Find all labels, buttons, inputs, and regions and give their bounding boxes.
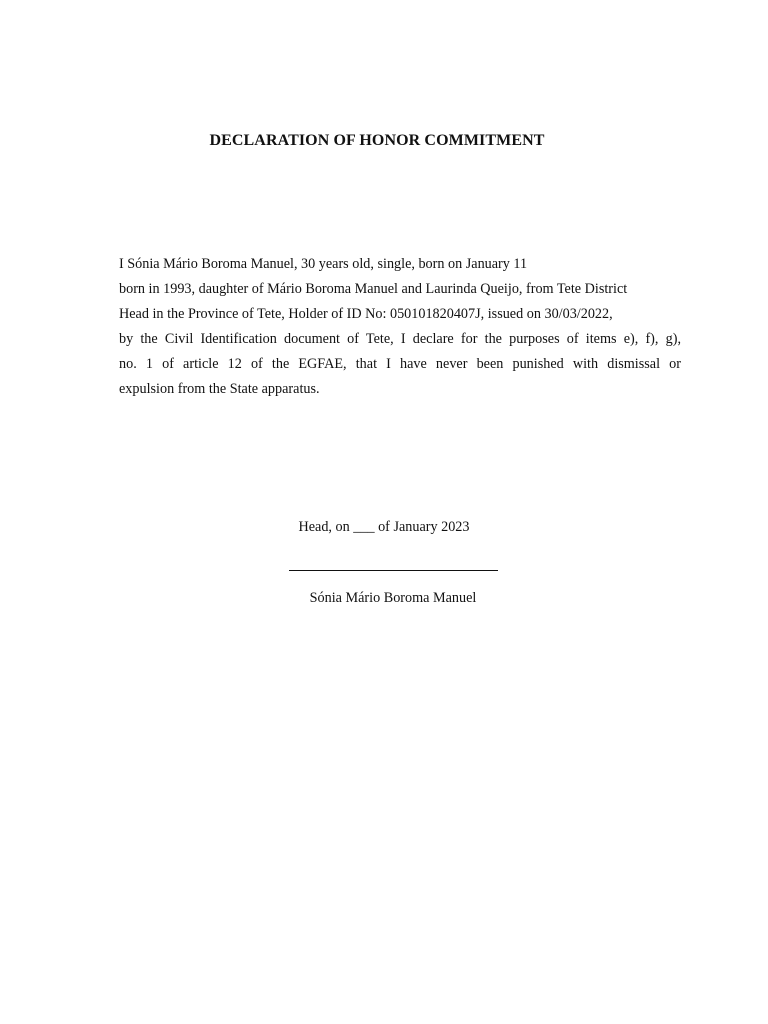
- signer-name: Sónia Mário Boroma Manuel: [309, 590, 477, 606]
- body-line-2: born in 1993, daughter of Mário Boroma Manuel and Laurinda Queijo, from Tete District: [119, 281, 628, 297]
- body-line-6: expulsion from the State apparatus.: [119, 381, 320, 397]
- signature-line: [289, 570, 498, 571]
- declaration-body: [119, 252, 681, 402]
- document-title: DECLARATION OF HONOR COMMITMENT: [209, 132, 545, 149]
- body-line-1: I Sónia Mário Boroma Manuel, 30 years old, single, born on January 11: [119, 256, 528, 272]
- place-date-line: Head, on ___ of January 2023: [298, 519, 470, 535]
- body-line-5: no. 1 of article 12 of the EGFAE, that I have never been punished with dismissal or: [119, 356, 681, 372]
- body-line-3: Head in the Province of Tete, Holder of ID No: 050101820407J, issued on 30/03/2022,: [119, 306, 613, 322]
- body-line-4: by the Civil Identification document of Tete, I declare for the purposes of items e), f), g),: [119, 331, 681, 347]
